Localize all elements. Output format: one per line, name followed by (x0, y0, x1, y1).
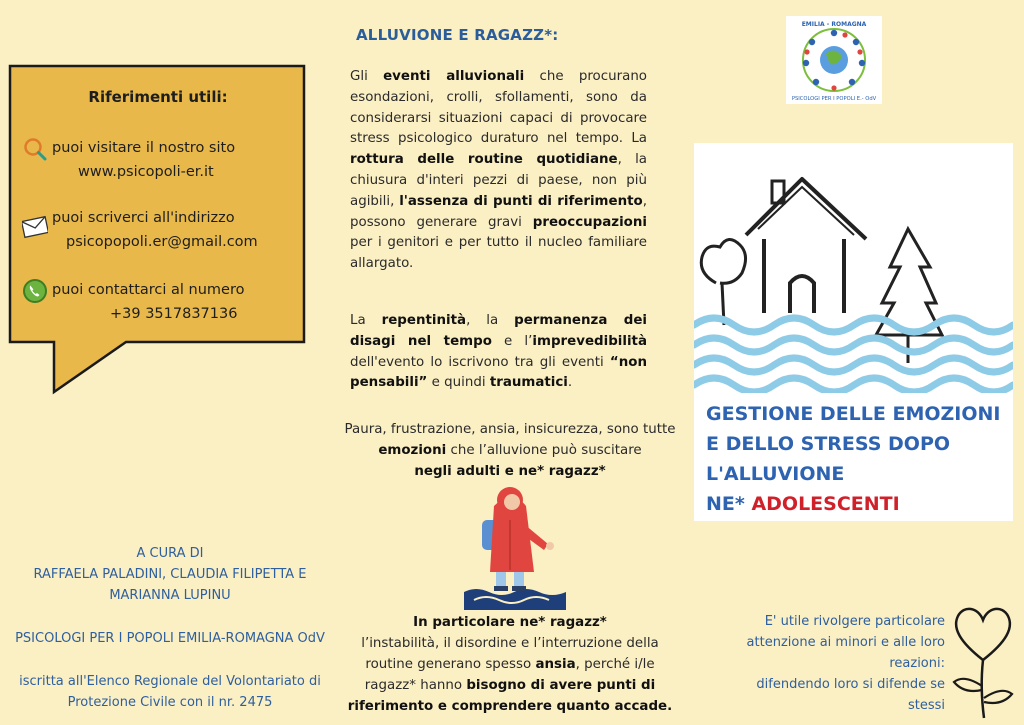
cover-title-highlight: ADOLESCENTI (751, 493, 900, 515)
cover-title-line1: GESTIONE DELLE EMOZIONI (706, 403, 1001, 425)
cover-title-line2: E DELLO STRESS DOPO (706, 433, 951, 455)
logo-top-text: EMILIA - ROMAGNA (801, 21, 867, 28)
note-line5: stessi (907, 698, 945, 713)
cover-title-line4: NE* ADOLESCENTI (706, 493, 900, 515)
section-title: ALLUVIONE E RAGAZZ*: (356, 26, 559, 44)
references-title: Riferimenti utili: (88, 88, 228, 106)
paragraph-flood-events: Gli eventi alluvionali che procurano esondazioni, crolli, sfollamenti, sono da considerarsi situazioni capaci di provocare stress psicologico duraturo nel tempo. La rottura delle routine quotidiane, la chiusura d'interi pezzi di paese, non più agibili, l'assenza di punti di riferimento, possono generare gravi preoccupazioni per i genitori e per tutto il nucleo familiare allargato. (350, 69, 647, 272)
note-line2: attenzione ai minori e alle loro (746, 635, 945, 650)
note-line1: E' utile rivolgere particolare (764, 614, 945, 629)
website-label: puoi visitare il nostro sito (52, 140, 236, 156)
note-line4: difendendo loro si difende se (756, 677, 945, 692)
registration-number: Protezione Civile con il nr. 2475 (67, 695, 273, 710)
phone-icon (22, 278, 48, 304)
credits-authors-cont: MARIANNA LUPINU (109, 588, 231, 603)
credits-authors: RAFFAELA PALADINI, CLAUDIA FILIPETTA E (33, 567, 307, 582)
references-card (8, 64, 308, 396)
email-label: puoi scriverci all'indirizzo (52, 210, 235, 226)
note-line3: reazioni: (889, 656, 945, 671)
paragraph-teenagers: In particolare ne* ragazz* l’instabilità, il disordine e l’interruzione della routine generano spesso ansia, perché i/le ragazz* hanno bisogno di avere punti di riferimento e comprendere quanto accade. (347, 615, 673, 714)
organization-logo (786, 16, 882, 104)
paragraph-emotions: Paura, frustrazione, ansia, insicurezza, sono tutte emozioni che l’alluvione può suscitare negli adulti e ne* ragazz* (344, 422, 676, 479)
organization-name: PSICOLOGI PER I POPOLI EMILIA-ROMAGNA OdV (15, 631, 325, 646)
phone-number[interactable]: +39 3517837136 (110, 306, 238, 322)
envelope-icon (22, 214, 48, 240)
phone-label: puoi contattarci al numero (52, 282, 245, 298)
credits-heading: A CURA DI (136, 546, 204, 561)
paragraph-traumatic-events: La repentinità, la permanenza dei disagi nel tempo e l’imprevedibilità dell'evento lo iscrivono tra gli eventi “non pensabili” e quindi traumatici. (350, 313, 647, 391)
cover-panel (694, 143, 1013, 521)
registration-note: iscritta all'Elenco Regionale del Volontariato di (19, 674, 321, 689)
logo-bottom-text: PSICOLOGI PER I POPOLI E.- OdV (791, 96, 877, 102)
magnifier-icon (22, 136, 48, 162)
website-link[interactable]: www.psicopoli-er.it (78, 164, 214, 180)
cover-title-line3: L'ALLUVIONE (706, 463, 845, 485)
heart-flower-icon (950, 602, 1016, 720)
email-link[interactable]: psicopopoli.er@gmail.com (66, 234, 258, 250)
flooded-house-illustration (694, 143, 1013, 393)
child-raincoat-illustration (464, 480, 566, 610)
